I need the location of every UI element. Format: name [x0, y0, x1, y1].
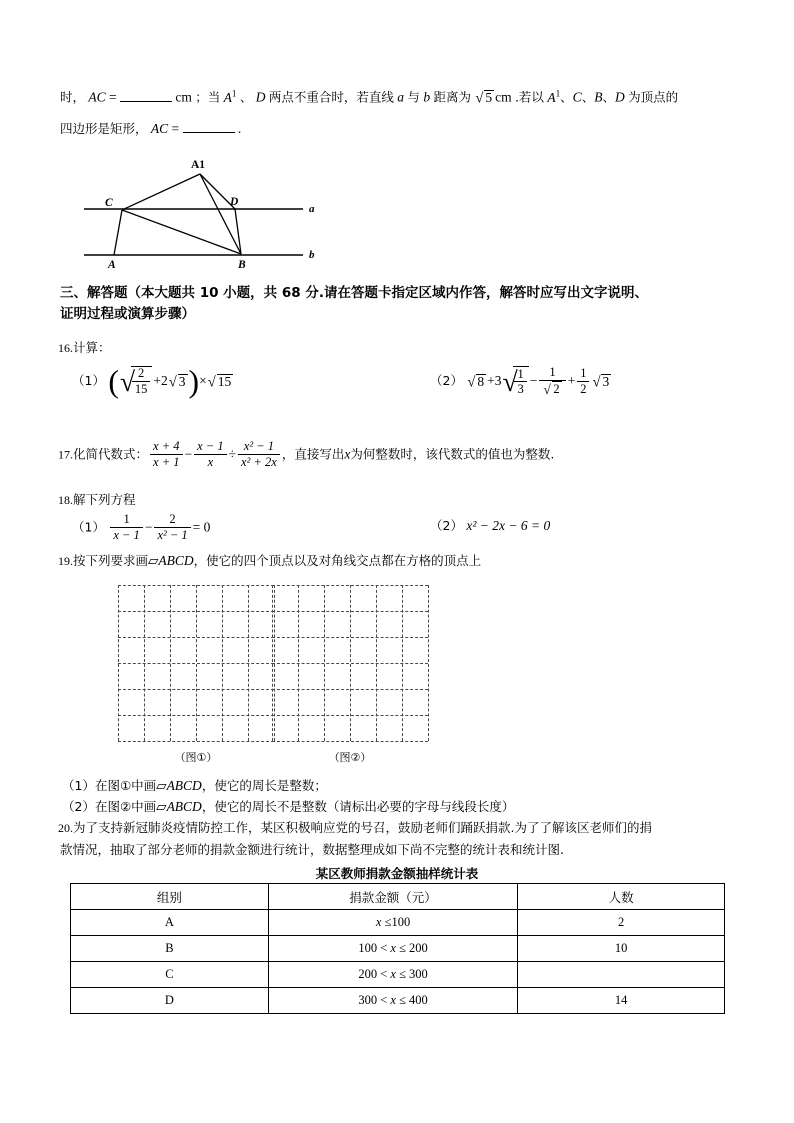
- frac-xm1-x: $\frac{x - 1}{x}$: [194, 439, 226, 470]
- q20-number: 20.: [58, 821, 73, 835]
- text-prefix: 时，: [60, 89, 86, 105]
- sqrt-5: √ 5: [475, 90, 493, 107]
- label-a: A: [108, 259, 116, 271]
- grid-1-caption: （图①）: [174, 751, 218, 764]
- q20-text-2: 款情况，抽取了部分老师的捐款金额进行统计，数据整理成如下尚不完整的统计表和统计图.: [60, 842, 564, 857]
- times-op: ×: [199, 372, 207, 388]
- label-a1: A1: [191, 159, 206, 171]
- grid-line-vertical: [222, 585, 223, 741]
- grid-figure-1: [118, 585, 274, 764]
- q18-text: 解下列方程: [73, 492, 136, 507]
- q19-sub2-abcd: ABCD: [166, 799, 202, 814]
- section-heading: [60, 283, 750, 325]
- frac-1-2: $\frac{1}{2}$: [577, 366, 589, 397]
- q19-sub1-label: （1）: [62, 778, 95, 793]
- label-b: B: [238, 259, 246, 271]
- cell-group: B: [71, 936, 269, 962]
- vertex-a1: $A^1$: [547, 88, 561, 105]
- right-paren: ): [188, 364, 200, 400]
- grid-line-vertical: [196, 585, 197, 741]
- coef-3: 3: [494, 372, 502, 388]
- q18-number: 18.: [58, 493, 73, 507]
- header-amount: 捐款金额（元）: [268, 884, 517, 910]
- segment-a1-b: [200, 174, 241, 254]
- grid-line-vertical: [170, 585, 171, 741]
- parallelogram-symbol: ▱: [148, 553, 159, 568]
- line-b-ref: b: [423, 89, 431, 105]
- table-row: [71, 910, 725, 936]
- q19-sub2-label: （2）: [62, 799, 95, 814]
- answer-blank-2[interactable]: [183, 132, 235, 133]
- sqrt-8: √ 8: [467, 373, 485, 391]
- amount-lower-bound: 300 <: [358, 993, 391, 1007]
- cell-group: C: [71, 962, 269, 988]
- header-group: 组别: [71, 884, 269, 910]
- q17-prompt: 化简代数式：: [73, 446, 149, 462]
- grid-2-cells[interactable]: [272, 585, 428, 741]
- amount-upper-bound: ≤ 200: [395, 941, 428, 955]
- q19-sub2-a: 在图②中画: [94, 799, 157, 814]
- label-line-a: a: [309, 203, 315, 215]
- grid-line-vertical: [324, 585, 325, 741]
- vertex-d: D: [614, 89, 625, 105]
- cell-group: D: [71, 988, 269, 1014]
- grid-line-vertical: [350, 585, 351, 741]
- q18-p2-label: （2）: [430, 518, 463, 533]
- amount-variable: x: [390, 967, 396, 981]
- grid-line-vertical: [298, 585, 299, 741]
- ac-label-2: AC: [150, 121, 169, 136]
- q18-p2-expr: x² − 2x − 6 = 0: [466, 518, 551, 533]
- question-18-part-1: [72, 513, 210, 544]
- table-row: [71, 936, 725, 962]
- q19-text-a: 按下列要求画: [73, 553, 149, 568]
- divide-op-q17: ÷: [228, 446, 237, 462]
- cell-count: 14: [518, 988, 725, 1014]
- text-tail: .若以: [514, 89, 544, 105]
- q20-text-1: 为了支持新冠肺炎疫情防控工作，某区积极响应党的号召，鼓励老师们踊跃捐款.为了了解该区老师们的捐: [73, 820, 652, 835]
- q17-tail-a: ，直接写出: [281, 446, 345, 462]
- eq-zero: = 0: [192, 519, 211, 535]
- left-paren: (: [108, 364, 119, 400]
- text-rect-prefix: 四边形是矩形，: [60, 121, 148, 136]
- text-middle: 两点不重合时，若直线: [268, 89, 394, 105]
- cell-count: 10: [518, 936, 725, 962]
- fill-in-line-1: 时， AC = cm ；当 $A^1$ 、 D 两点不重合时，若直线 a 与 b 距离为 √ 5 cm .若以 $A^1$、C、B、D 为顶点的: [60, 88, 679, 107]
- cell-count: 2: [518, 910, 725, 936]
- question-20-line-2: [60, 843, 564, 858]
- grid-line-horizontal: [272, 741, 428, 742]
- fill-in-line-2: [60, 122, 241, 137]
- q19-number: 19.: [58, 554, 73, 568]
- section-heading-line-1: 三、解答题（本大题共 10 小题，共 68 分.请在答题卡指定区域内作答，解答时应写出文字说明、: [60, 285, 649, 301]
- unit-cm: cm: [175, 89, 192, 105]
- amount-variable: x: [375, 915, 382, 929]
- sqrt-frac-1-3: √ $\frac{1}{3}$: [502, 366, 528, 398]
- grid-figure-2: [272, 585, 428, 764]
- amount-variable: x: [390, 993, 396, 1007]
- frac-1-sqrt2: 1 √ 2: [539, 365, 565, 397]
- amount-lower-bound: 200 <: [358, 967, 391, 981]
- period-end: .: [237, 121, 242, 136]
- point-a1: $A^1$: [223, 88, 237, 105]
- minus-op: −: [529, 372, 538, 388]
- grid-1-cells[interactable]: [118, 585, 274, 741]
- text-distance: 距离为: [433, 89, 471, 105]
- q17-tail-b: 为何整数时，该代数式的值也为整数.: [350, 446, 555, 462]
- section-heading-line-2: 证明过程或演算步骤）: [60, 305, 195, 322]
- grid-line-vertical: [248, 585, 249, 741]
- question-18-part-2: [430, 519, 550, 534]
- point-d: D: [255, 89, 266, 105]
- sqrt-15: √ 15: [207, 373, 232, 391]
- question-19-sub-1: [62, 779, 327, 794]
- table-header-row: [71, 884, 725, 910]
- grid-line-horizontal: [118, 741, 274, 742]
- frac-x2m1-x2p2x: $\frac{\text{x² − 1}}{\text{x² + 2x}}$: [238, 439, 280, 470]
- sqrt-frac-2-15: √ $\frac{2}{15}$: [120, 366, 153, 398]
- question-19-sub-2: [62, 800, 514, 815]
- q19-sub2-b: ，使它的周长不是整数（请标出必要的字母与线段长度）: [201, 799, 515, 814]
- parallelogram-symbol-1: ▱: [156, 778, 167, 793]
- cell-amount: [268, 962, 517, 988]
- amount-upper-bound: ≤100: [381, 915, 411, 929]
- minus-op-q18: −: [144, 519, 153, 535]
- q19-abcd: ABCD: [158, 553, 194, 568]
- frac-x4-x1: $\frac{x + 4}{x + 1}$: [150, 439, 182, 470]
- plus-op: +: [153, 372, 162, 388]
- geometry-figure: [78, 152, 318, 272]
- q16-p1-label: （1）: [72, 372, 105, 388]
- amount-variable: x: [390, 941, 396, 955]
- unit-cm-2: cm: [495, 89, 512, 105]
- question-16-part-1: [72, 366, 234, 398]
- grid-line-vertical: [376, 585, 377, 741]
- question-17: [58, 440, 554, 471]
- equals-sign-2: =: [171, 121, 180, 136]
- table-body: [71, 910, 725, 1014]
- text-semicolon-when: ；当: [195, 89, 221, 105]
- cell-group: A: [71, 910, 269, 936]
- q16-p2-label: （2）: [430, 372, 463, 388]
- dunhao-1: 、: [239, 89, 253, 105]
- cell-count: [518, 962, 725, 988]
- q16-number: 16.: [58, 341, 73, 355]
- q17-var-x: x: [344, 446, 351, 462]
- q18-p1-label: （1）: [72, 519, 105, 535]
- q19-sub1-abcd: ABCD: [166, 778, 202, 793]
- segment-c-a: [114, 210, 122, 255]
- question-20-line-1: [58, 821, 652, 836]
- label-d: D: [230, 196, 239, 208]
- grid-line-vertical: [118, 585, 119, 741]
- grid-line-vertical: [428, 585, 429, 741]
- segment-a1-c: [122, 174, 200, 210]
- grid-line-vertical: [144, 585, 145, 741]
- q19-text-b: ，使它的四个顶点以及对角线交点都在方格的顶点上: [193, 553, 482, 568]
- question-19-prompt: [58, 554, 481, 569]
- plus-op-3: +: [567, 372, 576, 388]
- answer-blank-1[interactable]: [120, 101, 172, 102]
- cell-amount: [268, 910, 517, 936]
- text-with: 与: [407, 89, 420, 105]
- table-title: 某区教师捐款金额抽样统计表: [315, 866, 479, 881]
- plus-op-2: +: [487, 372, 495, 388]
- parallelogram-symbol-2: ▱: [156, 799, 167, 814]
- geometry-figure-svg: [78, 152, 318, 272]
- label-c: C: [105, 197, 113, 209]
- grid-line-vertical: [402, 585, 403, 741]
- table-row: [71, 962, 725, 988]
- amount-upper-bound: ≤ 400: [395, 993, 428, 1007]
- segment-c-b: [122, 210, 241, 254]
- donation-statistics-table: [70, 883, 725, 1014]
- cell-amount: [268, 988, 517, 1014]
- amount-upper-bound: ≤ 300: [395, 967, 428, 981]
- coef-2: 2: [161, 372, 168, 388]
- header-count: 人数: [518, 884, 725, 910]
- q19-sub1-a: 在图①中画: [94, 778, 157, 793]
- frac-2-x2m1: $\frac{2}{\text{x² − 1}}$: [154, 512, 190, 543]
- line-a-ref: a: [397, 89, 405, 105]
- minus-op-q17: −: [184, 446, 193, 462]
- question-18-prompt: [58, 493, 136, 508]
- vertex-b: B: [594, 89, 603, 105]
- label-line-b: b: [309, 249, 315, 261]
- grid-2-caption: （图②）: [328, 751, 372, 764]
- sqrt-3-b: √ 3: [592, 373, 610, 391]
- frac-1-xm1: $\frac{1}{x - 1}$: [110, 512, 142, 543]
- equals-sign: =: [109, 89, 117, 105]
- vertex-c: C: [572, 89, 582, 105]
- sqrt-3: √ 3: [168, 373, 186, 391]
- question-16-prompt: [58, 341, 111, 356]
- grid-line-vertical: [272, 585, 273, 741]
- q19-sub1-b: ，使它的周长是整数；: [201, 778, 327, 793]
- q17-number: 17.: [58, 447, 73, 462]
- table-row: [71, 988, 725, 1014]
- ac-label: AC: [88, 89, 106, 105]
- text-tail-2: 为顶点的: [628, 89, 679, 105]
- sqrt-2-denom: √ 2: [543, 382, 560, 398]
- amount-lower-bound: 100 <: [358, 941, 391, 955]
- cell-amount: [268, 936, 517, 962]
- q16-text: 计算：: [73, 340, 111, 355]
- question-16-part-2: [430, 366, 612, 398]
